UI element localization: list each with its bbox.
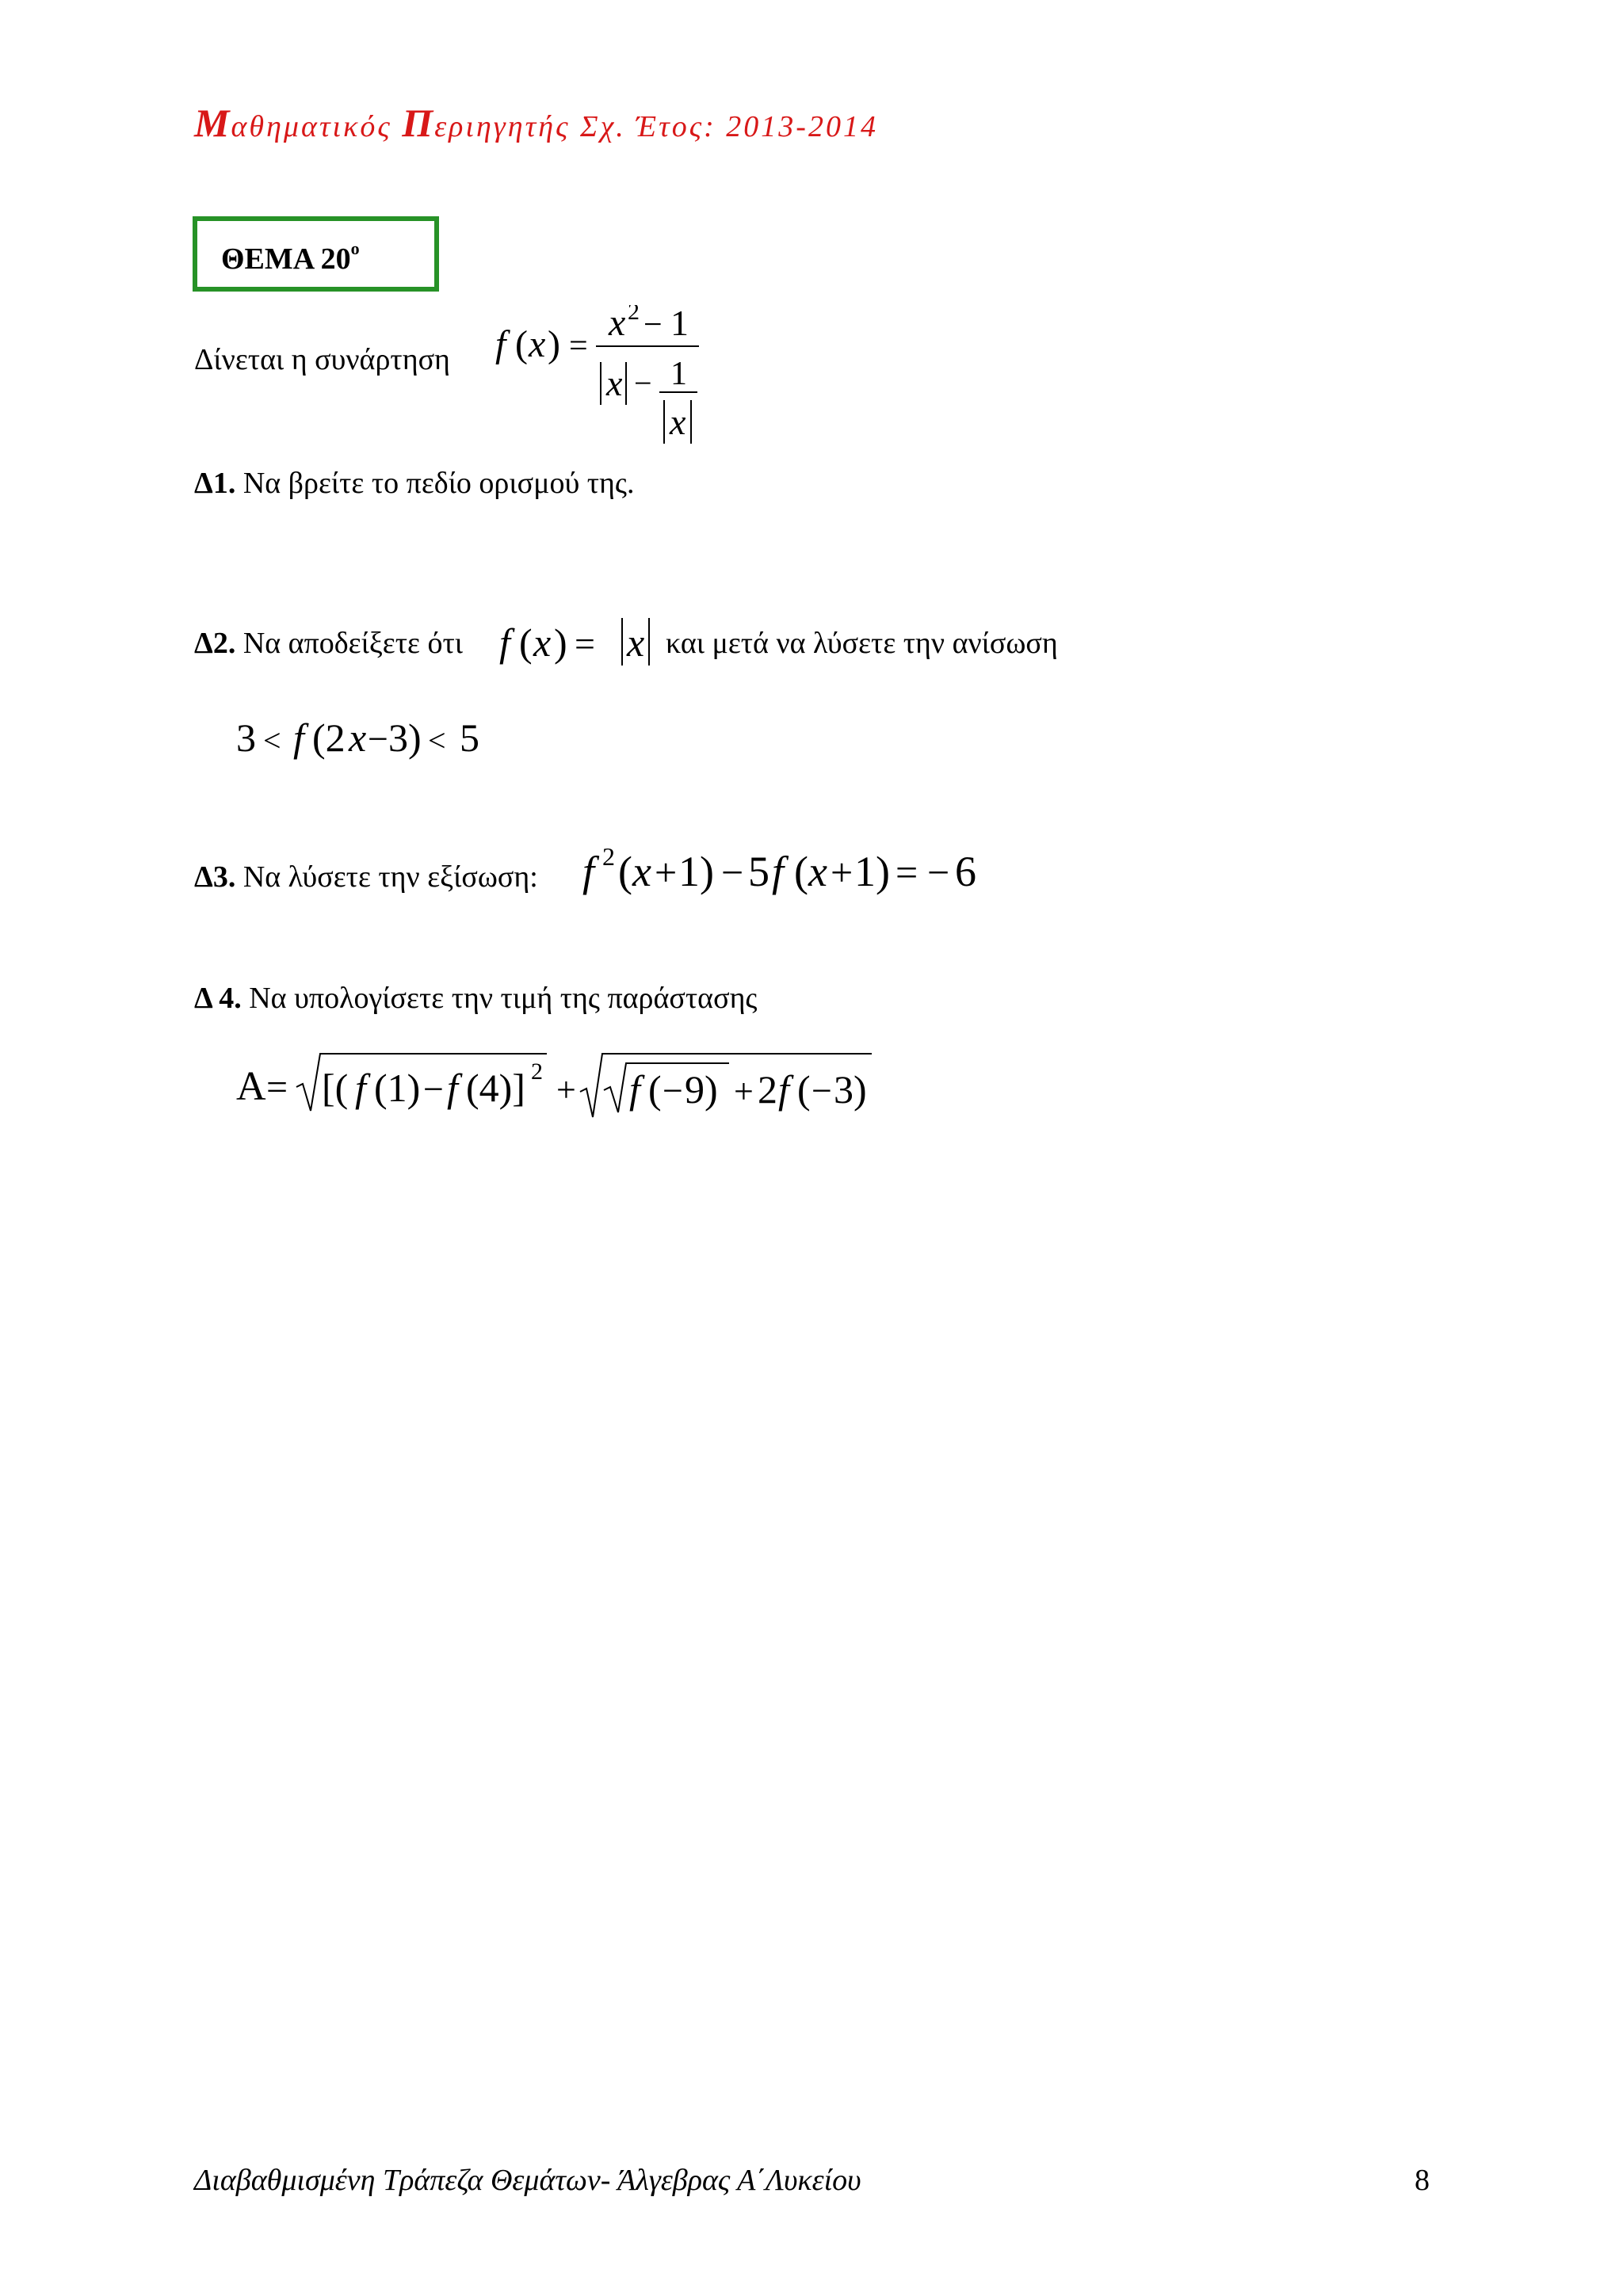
svg-text:f: f (629, 1067, 640, 1112)
question-d2: Δ2. Να αποδείξετε ότι (194, 627, 463, 660)
svg-text:6: 6 (955, 848, 976, 895)
svg-text:2: 2 (628, 305, 640, 325)
svg-text:9): 9) (685, 1067, 718, 1112)
svg-text:(4)]: (4)] (466, 1066, 525, 1110)
svg-text:x: x (632, 848, 651, 895)
svg-text:+: + (655, 850, 678, 894)
svg-text:x: x (808, 848, 827, 895)
svg-text:+: + (831, 850, 854, 894)
question-d3: Δ3. Να λύσετε την εξίσωση: (194, 860, 538, 894)
svg-text:(: ( (648, 1067, 662, 1112)
formula-f-equals-abs-x (495, 610, 662, 673)
intro-text: Δίνεται η συνάρτηση (194, 343, 450, 376)
svg-text:<: < (263, 723, 281, 758)
svg-text:): ) (554, 620, 567, 665)
svg-text:(2: (2 (312, 715, 346, 760)
svg-text:(: ( (794, 848, 808, 895)
svg-text:3): 3) (388, 715, 422, 760)
function-definition-formula (491, 305, 713, 463)
svg-text:−: − (368, 719, 388, 759)
svg-text:+: + (734, 1072, 754, 1111)
svg-text:x: x (349, 715, 367, 760)
svg-text:<: < (428, 723, 446, 758)
page-number: 8 (1415, 2164, 1430, 2197)
svg-text:[(: [( (322, 1066, 349, 1110)
expression-a-formula (230, 1046, 888, 1125)
svg-text:f: f (355, 1066, 366, 1110)
svg-text:f: f (772, 848, 785, 895)
svg-text:=: = (266, 1066, 288, 1108)
thema-title: ΘΕΜΑ $20^o$ (221, 238, 360, 276)
page-header: Μαθηματικός Περιηγητής Σχ. Έτος: 2013-2014 (194, 101, 878, 145)
svg-text:2: 2 (531, 1058, 543, 1085)
svg-text:x: x (627, 620, 645, 665)
svg-text:(: ( (519, 620, 533, 665)
svg-text:x: x (529, 323, 546, 365)
inequality-formula (230, 705, 515, 769)
svg-text:x: x (670, 402, 686, 442)
svg-text:5: 5 (748, 848, 769, 895)
svg-text:1): 1) (854, 848, 890, 895)
svg-text:(: ( (618, 848, 632, 895)
page-footer: Διαβαθμισμένη Τράπεζα Θεμάτων- Άλγεβρας Α΄Λυκείου (194, 2164, 861, 2197)
svg-text:−: − (643, 307, 663, 343)
svg-text:3): 3) (834, 1067, 867, 1112)
svg-text:f: f (499, 620, 510, 665)
svg-text:f: f (495, 323, 506, 365)
svg-text:x: x (533, 620, 552, 665)
thema-box (193, 216, 439, 292)
svg-text:=: = (896, 850, 918, 894)
svg-text:1: 1 (670, 305, 689, 343)
svg-text:−: − (423, 1069, 444, 1109)
svg-text:−: − (927, 850, 950, 894)
svg-text:=: = (569, 328, 588, 364)
svg-text:3: 3 (236, 715, 256, 760)
svg-text:=: = (575, 624, 595, 664)
svg-text:5: 5 (460, 715, 479, 760)
svg-text:−: − (634, 365, 652, 401)
question-d4: Δ 4. Να υπολογίσετε την τιμή της παράστασης (194, 982, 758, 1015)
svg-text:+: + (556, 1070, 576, 1109)
svg-text:x: x (606, 363, 623, 403)
question-d2-continuation: και μετά να λύσετε την ανίσωση (666, 627, 1058, 660)
svg-text:−: − (721, 850, 744, 894)
svg-text:−: − (812, 1070, 832, 1111)
svg-text:1): 1) (678, 848, 714, 895)
svg-text:(1): (1) (374, 1066, 421, 1110)
svg-text:): ) (548, 323, 560, 365)
svg-text:1: 1 (670, 356, 687, 392)
svg-text:−: − (663, 1070, 683, 1111)
question-d1: Δ1. Να βρείτε το πεδίο ορισμού της. (194, 467, 635, 500)
equation-formula (579, 832, 1038, 903)
svg-text:(: ( (797, 1067, 811, 1112)
svg-text:Α: Α (236, 1064, 266, 1109)
svg-text:f: f (582, 848, 595, 895)
svg-text:2: 2 (758, 1067, 777, 1112)
svg-text:f: f (778, 1067, 789, 1112)
svg-text:x: x (609, 305, 626, 344)
svg-text:2: 2 (602, 842, 615, 871)
svg-text:f: f (293, 715, 304, 760)
svg-text:(: ( (515, 323, 528, 365)
svg-text:f: f (447, 1066, 458, 1110)
